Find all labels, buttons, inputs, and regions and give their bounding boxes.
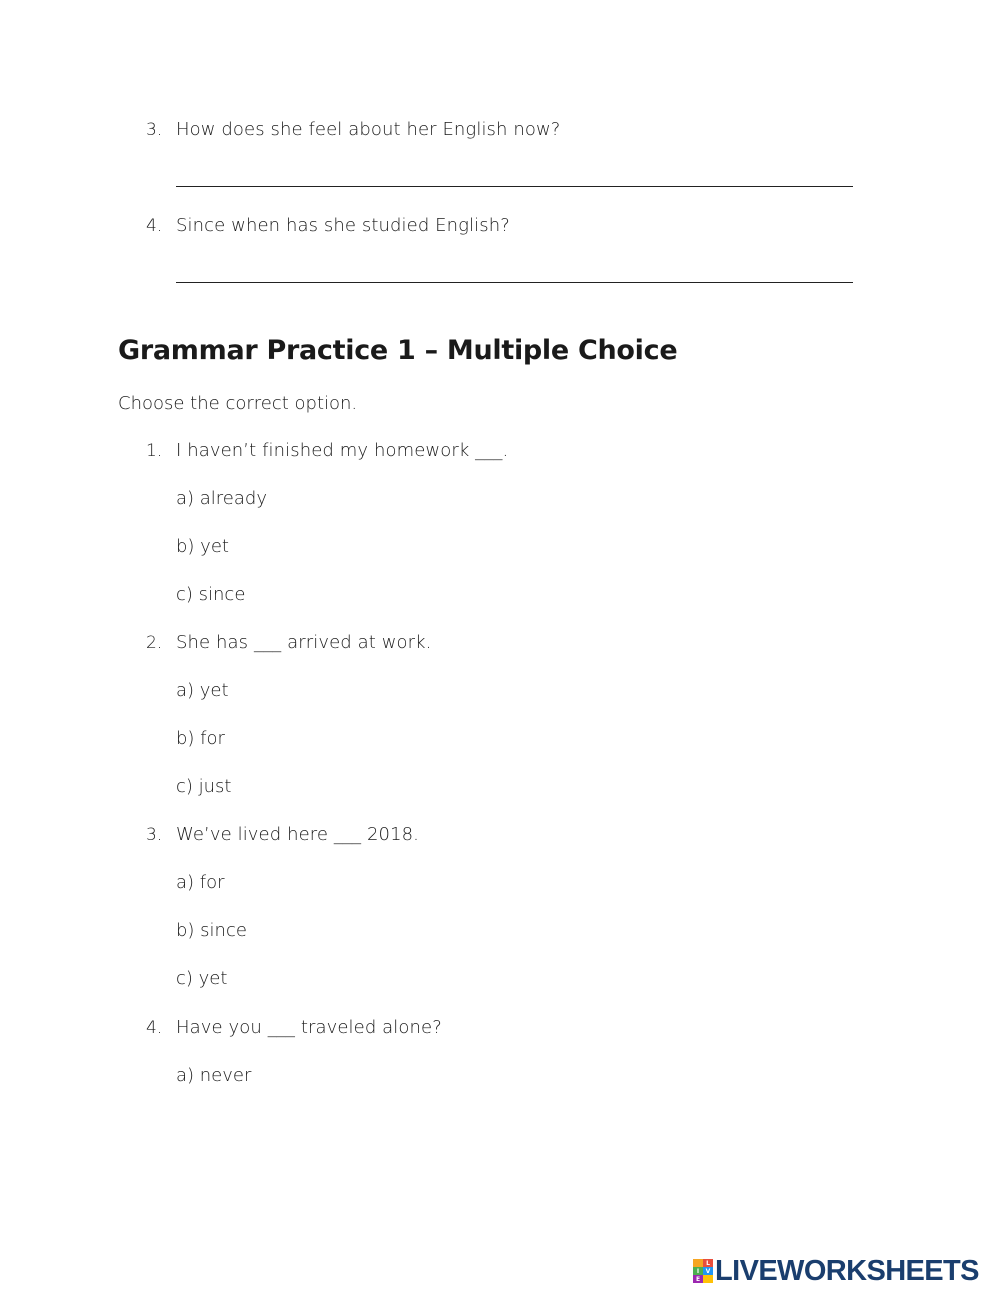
mc-question-number: 1. <box>146 441 163 461</box>
reading-question-text: How does she feel about her English now? <box>176 119 561 140</box>
logo-block <box>693 1259 703 1267</box>
reading-question-number: 4. <box>146 216 163 236</box>
mc-option[interactable]: a) yet <box>176 680 229 701</box>
mc-question-number: 2. <box>146 633 163 653</box>
logo-block: I <box>693 1267 703 1275</box>
mc-question-text: I haven’t finished my homework ___. <box>176 440 509 461</box>
mc-option[interactable]: c) yet <box>176 968 228 989</box>
mc-option[interactable]: a) never <box>176 1065 252 1086</box>
section-instruction: Choose the correct option. <box>118 393 358 414</box>
logo-block: E <box>693 1275 703 1283</box>
mc-question-text: We’ve lived here ___ 2018. <box>176 824 419 845</box>
logo-text: LIVEWORKSHEETS <box>715 1255 979 1287</box>
reading-question-number: 3. <box>146 120 163 140</box>
mc-option[interactable]: c) since <box>176 584 246 605</box>
mc-question-text: She has ___ arrived at work. <box>176 632 432 653</box>
answer-line[interactable] <box>176 186 853 187</box>
section-title: Grammar Practice 1 – Multiple Choice <box>118 335 678 366</box>
mc-option[interactable]: b) yet <box>176 536 229 557</box>
reading-question-text: Since when has she studied English? <box>176 215 510 236</box>
mc-question-number: 3. <box>146 825 163 845</box>
mc-question-number: 4. <box>146 1018 163 1038</box>
mc-option[interactable]: b) since <box>176 920 247 941</box>
answer-line[interactable] <box>176 282 853 283</box>
logo-blocks-icon <box>693 1259 713 1283</box>
logo-block: V <box>703 1267 713 1275</box>
logo-block <box>703 1275 713 1283</box>
mc-option[interactable]: a) already <box>176 488 267 509</box>
logo-block: L <box>703 1259 713 1267</box>
mc-question-text: Have you ___ traveled alone? <box>176 1017 442 1038</box>
mc-option[interactable]: c) just <box>176 776 232 797</box>
mc-option[interactable]: b) for <box>176 728 225 749</box>
liveworksheets-logo[interactable] <box>693 1257 993 1285</box>
mc-option[interactable]: a) for <box>176 872 225 893</box>
